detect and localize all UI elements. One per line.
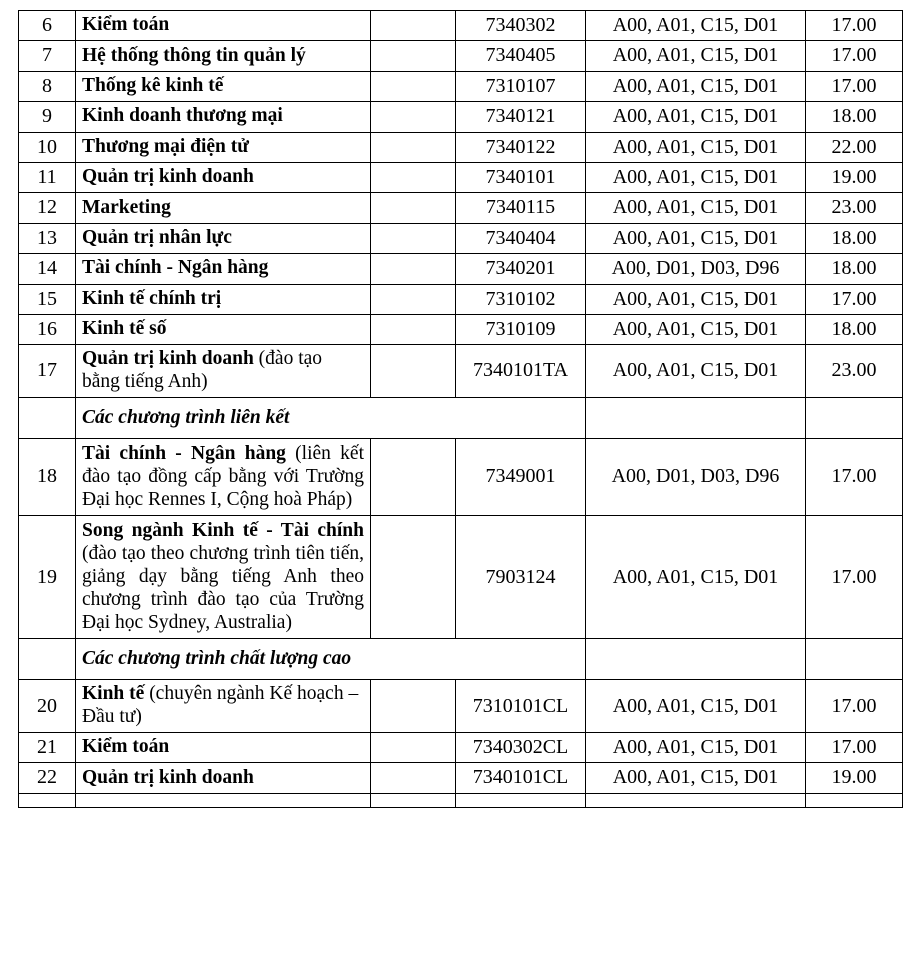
table-row <box>19 102 903 132</box>
row-index-cell: 18 <box>19 438 76 515</box>
program-name-cell <box>76 11 371 41</box>
clipped-row-cell <box>371 793 456 807</box>
empty-cell <box>371 223 456 253</box>
empty-cell <box>371 41 456 71</box>
row-index-cell: 13 <box>19 223 76 253</box>
program-name-note: (đào tạo bằng tiếng Anh) <box>82 348 323 393</box>
benchmark-score-cell: 17.00 <box>806 438 903 515</box>
benchmark-score-cell: 17.00 <box>806 11 903 41</box>
subject-combination-cell: A00, A01, C15, D01 <box>586 733 806 763</box>
program-name-cell <box>76 162 371 192</box>
table-row <box>19 438 903 515</box>
table-row <box>19 639 903 680</box>
row-index-cell: 12 <box>19 193 76 223</box>
program-name-primary: Kinh tế chính trị <box>82 287 222 309</box>
program-name-primary: Thương mại điện tử <box>82 135 249 157</box>
subject-combination-cell: A00, A01, C15, D01 <box>586 763 806 793</box>
program-name-primary: Thống kê kinh tế <box>82 75 224 97</box>
benchmark-score-cell: 17.00 <box>806 284 903 314</box>
table-row <box>19 314 903 344</box>
program-name-cell <box>76 516 371 639</box>
clipped-row-cell <box>586 793 806 807</box>
table-row <box>19 193 903 223</box>
subject-combination-cell: A00, A01, C15, D01 <box>586 193 806 223</box>
program-code-cell: 7340405 <box>456 41 586 71</box>
empty-cell <box>371 516 456 639</box>
row-index-cell: 21 <box>19 733 76 763</box>
empty-cell <box>371 132 456 162</box>
benchmark-score-cell: 17.00 <box>806 516 903 639</box>
empty-cell <box>371 71 456 101</box>
table-row <box>19 284 903 314</box>
row-index-cell: 9 <box>19 102 76 132</box>
program-name-primary: Quản trị kinh doanh <box>82 348 254 370</box>
row-index-cell: 15 <box>19 284 76 314</box>
empty-cell <box>371 763 456 793</box>
row-index-cell: 10 <box>19 132 76 162</box>
program-name-primary: Quản trị nhân lực <box>82 227 232 249</box>
program-name-primary: Hệ thống thông tin quản lý <box>82 44 306 66</box>
program-name-primary: Kinh tế <box>82 683 145 705</box>
table-row <box>19 516 903 639</box>
subject-combination-cell: A00, A01, C15, D01 <box>586 11 806 41</box>
row-index-cell: 17 <box>19 345 76 398</box>
empty-cell <box>371 438 456 515</box>
program-name-cell <box>76 438 371 515</box>
clipped-row-cell <box>456 793 586 807</box>
program-name-cell <box>76 71 371 101</box>
program-name-primary: Kiểm toán <box>82 736 170 758</box>
subject-combination-cell: A00, D01, D03, D96 <box>586 438 806 515</box>
program-name-cell <box>76 345 371 398</box>
program-name-primary: Kiểm toán <box>82 14 170 36</box>
row-index-cell: 14 <box>19 254 76 284</box>
row-index-cell: 6 <box>19 11 76 41</box>
benchmark-score-cell: 19.00 <box>806 763 903 793</box>
program-code-cell: 7310107 <box>456 71 586 101</box>
empty-cell <box>371 102 456 132</box>
program-code-cell: 7340201 <box>456 254 586 284</box>
subject-combination-cell: A00, A01, C15, D01 <box>586 223 806 253</box>
benchmark-score-cell <box>806 639 903 680</box>
program-name-cell <box>76 41 371 71</box>
subject-combination-cell <box>586 397 806 438</box>
program-name-primary: Marketing <box>82 196 171 218</box>
row-index-cell: 22 <box>19 763 76 793</box>
clipped-row-cell <box>76 793 371 807</box>
program-code-cell: 7340101 <box>456 162 586 192</box>
section-header-label: Các chương trình chất lượng cao <box>76 639 586 680</box>
program-name-primary: Tài chính - Ngân hàng <box>82 257 269 279</box>
row-index-cell: 8 <box>19 71 76 101</box>
program-code-cell: 7340302 <box>456 11 586 41</box>
table-row <box>19 397 903 438</box>
subject-combination-cell: A00, A01, C15, D01 <box>586 71 806 101</box>
subject-combination-cell: A00, A01, C15, D01 <box>586 345 806 398</box>
program-name-cell <box>76 254 371 284</box>
table-row <box>19 71 903 101</box>
benchmark-score-cell: 18.00 <box>806 314 903 344</box>
benchmark-score-cell: 19.00 <box>806 162 903 192</box>
program-code-cell: 7340101CL <box>456 763 586 793</box>
subject-combination-cell: A00, A01, C15, D01 <box>586 314 806 344</box>
benchmark-score-cell: 22.00 <box>806 132 903 162</box>
program-name-primary: Kinh doanh thương mại <box>82 105 283 127</box>
program-name-primary: Kinh tế số <box>82 318 167 340</box>
program-name-note: (liên kết đào tạo đồng cấp bằng với Trường Đại học Rennes I, Cộng hoà Pháp) <box>82 442 364 510</box>
subject-combination-cell: A00, A01, C15, D01 <box>586 284 806 314</box>
program-name-primary: Tài chính - Ngân hàng <box>82 442 286 464</box>
program-name-note: (đào tạo theo chương trình tiên tiến, giảng dạy bằng tiếng Anh theo chương trình đào tạo của Trường Đại học Sydney, Australia) <box>82 543 364 633</box>
subject-combination-cell: A00, A01, C15, D01 <box>586 162 806 192</box>
table-row <box>19 733 903 763</box>
row-index-cell: 16 <box>19 314 76 344</box>
program-code-cell: 7903124 <box>456 516 586 639</box>
program-name-cell <box>76 680 371 733</box>
empty-cell <box>371 11 456 41</box>
benchmark-score-cell: 17.00 <box>806 733 903 763</box>
benchmark-score-cell: 17.00 <box>806 41 903 71</box>
section-header-label: Các chương trình liên kết <box>76 397 586 438</box>
table-row <box>19 763 903 793</box>
benchmark-score-cell <box>806 397 903 438</box>
table-row <box>19 223 903 253</box>
program-name-note: (chuyên ngành Kế hoạch – Đầu tư) <box>82 683 359 728</box>
empty-cell <box>371 733 456 763</box>
program-code-cell: 7340302CL <box>456 733 586 763</box>
subject-combination-cell: A00, A01, C15, D01 <box>586 41 806 71</box>
empty-cell <box>371 345 456 398</box>
empty-cell <box>371 680 456 733</box>
table-row <box>19 11 903 41</box>
program-name-cell <box>76 284 371 314</box>
program-name-primary: Song ngành Kinh tế - Tài chính <box>82 520 364 542</box>
program-code-cell: 7310102 <box>456 284 586 314</box>
benchmark-score-cell: 18.00 <box>806 223 903 253</box>
empty-cell <box>371 314 456 344</box>
program-code-cell: 7340122 <box>456 132 586 162</box>
subject-combination-cell: A00, A01, C15, D01 <box>586 516 806 639</box>
row-index-cell: 11 <box>19 162 76 192</box>
subject-combination-cell <box>586 639 806 680</box>
clipped-row-cell <box>806 793 903 807</box>
row-index-cell <box>19 639 76 680</box>
row-index-cell: 19 <box>19 516 76 639</box>
program-name-primary: Quản trị kinh doanh <box>82 766 254 788</box>
subject-combination-cell: A00, A01, C15, D01 <box>586 132 806 162</box>
empty-cell <box>371 254 456 284</box>
clipped-row-cell <box>19 793 76 807</box>
admission-score-table <box>18 10 903 808</box>
program-code-cell: 7340115 <box>456 193 586 223</box>
benchmark-score-cell: 17.00 <box>806 71 903 101</box>
program-name-cell <box>76 763 371 793</box>
subject-combination-cell: A00, A01, C15, D01 <box>586 680 806 733</box>
program-name-cell <box>76 733 371 763</box>
program-name-cell <box>76 223 371 253</box>
benchmark-score-cell: 18.00 <box>806 254 903 284</box>
empty-cell <box>371 193 456 223</box>
program-code-cell: 7310109 <box>456 314 586 344</box>
benchmark-score-cell: 18.00 <box>806 102 903 132</box>
empty-cell <box>371 284 456 314</box>
program-code-cell: 7340404 <box>456 223 586 253</box>
table-row <box>19 345 903 398</box>
table-row <box>19 793 903 807</box>
row-index-cell: 20 <box>19 680 76 733</box>
program-code-cell: 7349001 <box>456 438 586 515</box>
program-name-cell <box>76 193 371 223</box>
benchmark-score-cell: 23.00 <box>806 345 903 398</box>
program-code-cell: 7310101CL <box>456 680 586 733</box>
program-name-cell <box>76 102 371 132</box>
benchmark-score-cell: 23.00 <box>806 193 903 223</box>
program-name-primary: Quản trị kinh doanh <box>82 166 254 188</box>
table-row <box>19 680 903 733</box>
table-row <box>19 132 903 162</box>
program-name-cell <box>76 132 371 162</box>
program-code-cell: 7340121 <box>456 102 586 132</box>
table-row <box>19 41 903 71</box>
program-name-cell <box>76 314 371 344</box>
subject-combination-cell: A00, D01, D03, D96 <box>586 254 806 284</box>
table-row <box>19 162 903 192</box>
row-index-cell: 7 <box>19 41 76 71</box>
program-code-cell: 7340101TA <box>456 345 586 398</box>
row-index-cell <box>19 397 76 438</box>
table-row <box>19 254 903 284</box>
subject-combination-cell: A00, A01, C15, D01 <box>586 102 806 132</box>
table-body <box>19 11 903 808</box>
benchmark-score-cell: 17.00 <box>806 680 903 733</box>
empty-cell <box>371 162 456 192</box>
